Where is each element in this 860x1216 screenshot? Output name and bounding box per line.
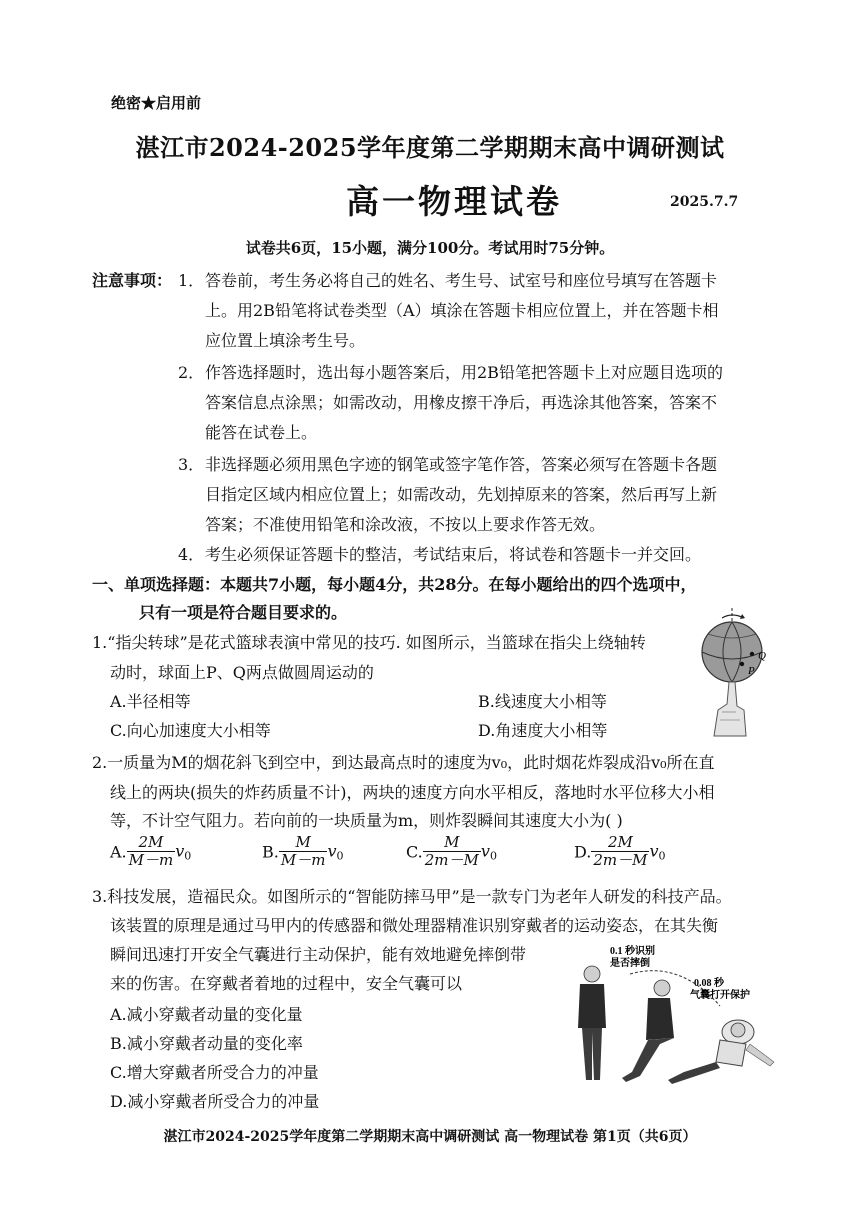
q1-stem-line: 动时，球面上P、Q两点做圆周运动的 [110, 663, 374, 682]
notice-item-line: 答案；不准使用铅笔和涂改液，不按以上要求作答无效。 [205, 515, 606, 534]
notice-item-line: 答案信息点涂黑；如需改动，用橡皮擦干净后，再选涂其他答案，答案不 [205, 393, 718, 412]
q2-stem-line: 等，不计空气阻力。若向前的一块质量为m，则炸裂瞬间其速度大小为( ) [110, 811, 623, 830]
figure-caption-airbag: 0.08 秒 [694, 978, 724, 989]
q2-option-c: C. $\frac{M}{2m-M}$ $v_0$ [406, 833, 497, 870]
notice-item-line: 能答在试卷上。 [205, 423, 318, 442]
q3-option-a: A.减小穿戴者动量的变化量 [110, 1005, 303, 1024]
basketball-finger-figure [692, 606, 782, 738]
q3-stem-line: 3.科技发展，造福民众。如图所示的“智能防摔马甲”是一款专门为老年人研发的科技产品。 [92, 887, 732, 906]
notice-item-line: 考生必须保证答题卡的整洁，考试结束后，将试卷和答题卡一并交回。 [205, 545, 702, 564]
q3-option-c: C.增大穿戴者所受合力的冲量 [110, 1063, 319, 1082]
q2-stem-line: 线上的两块(损失的炸药质量不计)，两块的速度方向水平相反，落地时水平位移大小相 [110, 783, 715, 802]
q2-option-d: D. $\frac{2M}{2m-M}$ $v_0$ [574, 833, 666, 870]
person-airbag [668, 1020, 774, 1084]
q1-option-a: A.半径相等 [110, 692, 191, 711]
confidential-label: 绝密★启用前 [111, 94, 202, 112]
notice-item-line: 上。用2B铅笔将试卷类型（A）填涂在答题卡相应位置上，并在答题卡相 [205, 301, 719, 320]
exam-date: 2025.7.7 [670, 194, 739, 210]
exam-title: 湛江市2024-2025学年度第二学期期末高中调研测试 [135, 133, 725, 162]
notice-item-num: 4． [178, 545, 205, 564]
notice-item-num: 3． [178, 455, 205, 474]
notice-item-line: 非选择题必须用黑色字迹的钢笔或签字笔作答，答案必须写在答题卡各题 [205, 455, 718, 474]
q2-option-a: A. $\frac{2M}{M-m}$ $v_0$ [110, 833, 192, 870]
point-p [740, 662, 744, 666]
anti-fall-vest-figure [570, 940, 782, 1088]
notice-item-line: 目指定区域内相应位置上；如需改动，先划掉原来的答案，然后再写上新 [205, 485, 718, 504]
notice-item-num: 2． [178, 363, 205, 382]
label-p: P [748, 665, 755, 677]
q2-stem-line: 2.一质量为M的烟花斜飞到空中，到达最高点时的速度为v₀，此时烟花炸裂成沿v₀所在直 [92, 753, 715, 772]
q3-option-b: B.减小穿戴者动量的变化率 [110, 1034, 303, 1053]
page-footer: 湛江市2024-2025学年度第二学期期末高中调研测试 高一物理试卷 第1页（共6页） [163, 1129, 697, 1145]
person-falling [622, 980, 674, 1082]
section-heading-cont: 只有一项是符合题目要求的。 [139, 603, 348, 622]
q1-stem-line: 1.“指尖转球”是花式篮球表演中常见的技巧. 如图所示，当篮球在指尖上绕轴转 [92, 633, 646, 652]
notice-label: 注意事项： [92, 271, 173, 290]
q1-option-b: B.线速度大小相等 [478, 692, 607, 711]
section-heading: 一、单项选择题：本题共7小题，每小题4分，共28分。在每小题给出的四个选项中， [92, 575, 697, 594]
q1-option-d: D.角速度大小相等 [478, 721, 608, 740]
q3-stem-line: 该装置的原理是通过马甲内的传感器和微处理器精准识别穿戴者的运动姿态，在其失衡 [110, 916, 719, 935]
finger-hand [714, 682, 746, 736]
point-q [750, 652, 754, 656]
exam-info: 试卷共6页，15小题，满分100分。考试用时75分钟。 [245, 239, 615, 257]
q2-option-b: B. $\frac{M}{M-m}$ $v_0$ [262, 833, 344, 870]
notice-item-num: 1． [178, 271, 205, 290]
subject-title: 高一物理试卷 [346, 182, 562, 221]
q3-stem-line: 来的伤害。在穿戴者着地的过程中，安全气囊可以 [110, 974, 463, 993]
notice-item-line: 答卷前，考生务必将自己的姓名、考生号、试室号和座位号填写在答题卡 [205, 271, 718, 290]
label-q: Q [758, 650, 766, 662]
figure-caption-detect-2: 是否摔倒 [610, 958, 650, 969]
q3-stem-line: 瞬间迅速打开安全气囊进行主动保护，能有效地避免摔倒带 [110, 945, 527, 964]
q3-option-d: D.减小穿戴者所受合力的冲量 [110, 1092, 320, 1111]
figure-caption-airbag-2: 气囊打开保护 [690, 990, 750, 1001]
person-standing [578, 966, 606, 1080]
notice-item-line: 作答选择题时，选出每小题答案后，用2B铅笔把答题卡上对应题目选项的 [205, 363, 723, 382]
q1-option-c: C.向心加速度大小相等 [110, 721, 271, 740]
notice-item-line: 应位置上填涂考生号。 [205, 331, 366, 350]
figure-caption-detect: 0.1 秒识别 [610, 946, 655, 957]
